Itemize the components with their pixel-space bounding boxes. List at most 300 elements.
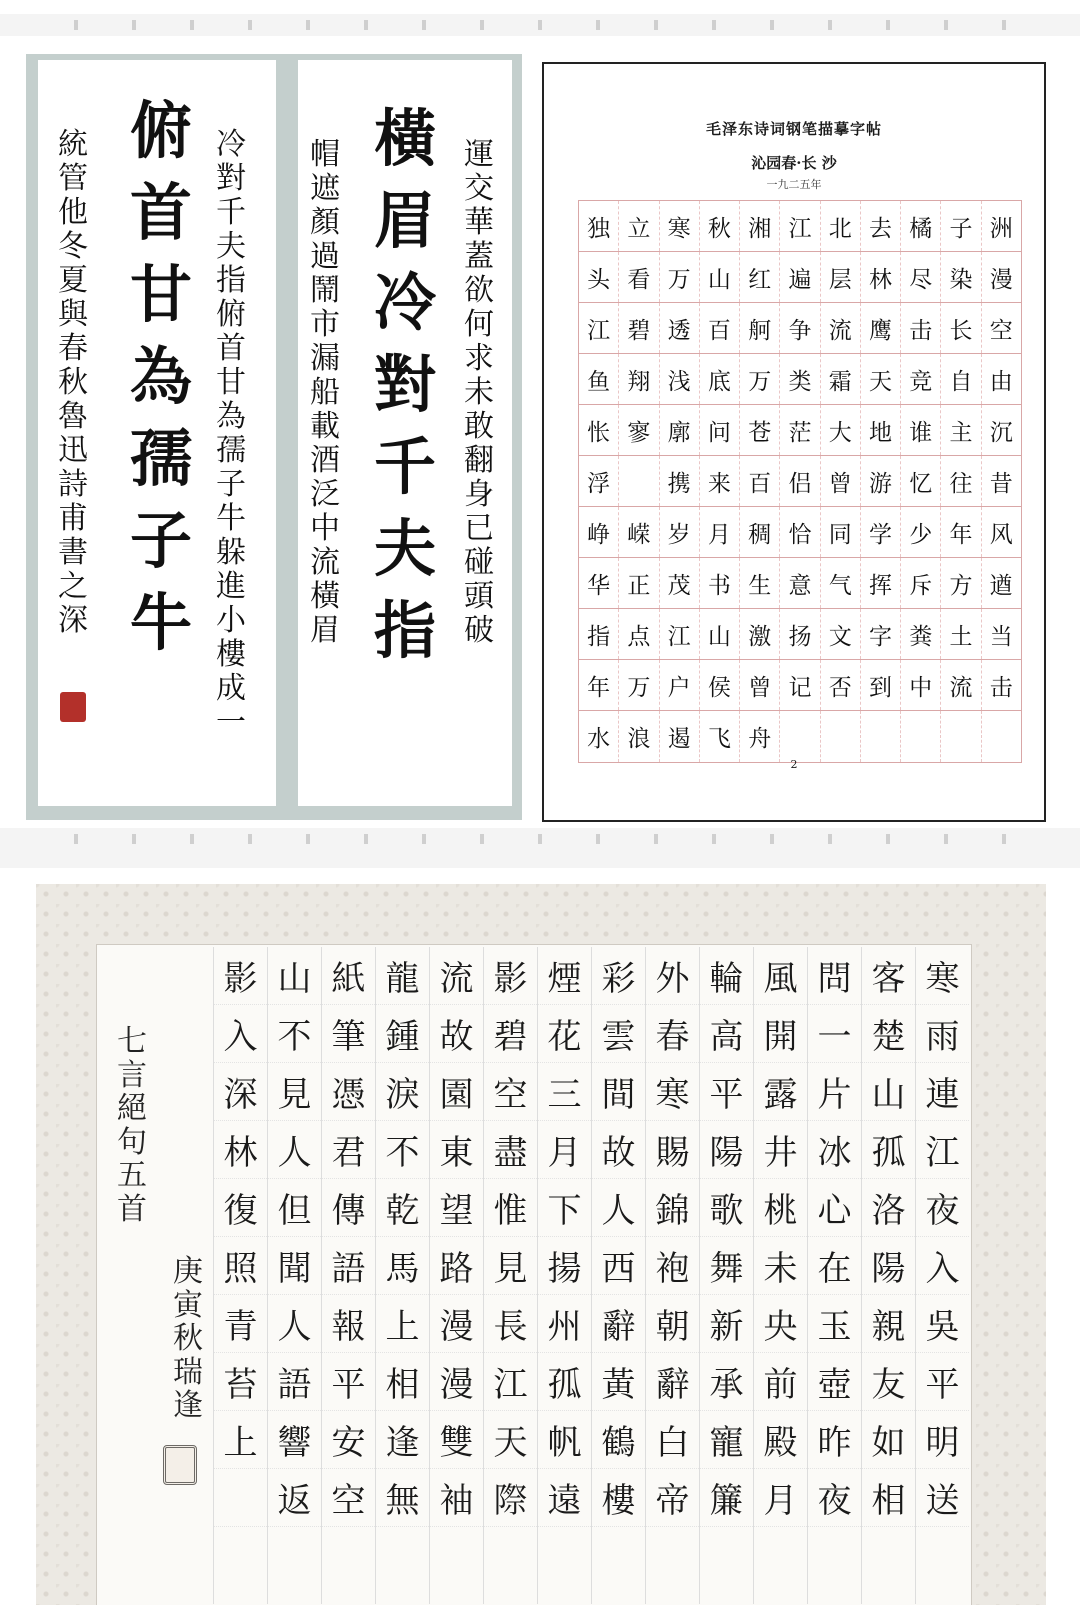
glyph: 夏 <box>58 263 88 298</box>
glyph: 指 <box>374 594 437 667</box>
separator-band-middle <box>0 828 1080 868</box>
copybook-cell: 浮 <box>579 456 619 506</box>
glyph: 帽 <box>310 137 340 172</box>
copybook-cell: 曾 <box>821 456 861 506</box>
glyph: 流 <box>310 545 340 580</box>
sheet-glyph: 見 <box>268 1063 321 1121</box>
copybook-cell: 来 <box>700 456 740 506</box>
band-tick <box>944 20 948 30</box>
sheet-glyph: 影 <box>484 947 537 1005</box>
band-tick <box>1002 834 1006 844</box>
sheet-glyph: 輪 <box>700 947 753 1005</box>
sheet-glyph: 際 <box>484 1469 537 1527</box>
glyph: 市 <box>310 307 340 342</box>
scroll-frame <box>26 54 522 820</box>
sheet-glyph: 舞 <box>700 1237 753 1295</box>
band-tick <box>886 20 890 30</box>
copybook-cell: 字 <box>861 609 901 659</box>
copybook-cell: 遍 <box>780 252 820 302</box>
sheet-glyph: 天 <box>484 1411 537 1469</box>
copybook-cell: 游 <box>861 456 901 506</box>
sheet-glyph: 平 <box>916 1353 969 1411</box>
sheet-glyph: 心 <box>808 1179 861 1237</box>
glyph: 顏 <box>310 205 340 240</box>
copybook-cell: 舸 <box>740 303 780 353</box>
glyph: 一 <box>216 705 246 740</box>
sheet-glyph: 井 <box>754 1121 807 1179</box>
glyph: 統 <box>58 127 88 162</box>
copybook-cell: 挥 <box>861 558 901 608</box>
sheet-glyph: 人 <box>268 1295 321 1353</box>
sheet-glyph: 夜 <box>916 1179 969 1237</box>
sheet-glyph: 深 <box>214 1063 267 1121</box>
copybook-cell: 漫 <box>989 266 1013 293</box>
glyph: 牛 <box>216 501 246 536</box>
glyph: 首 <box>130 176 193 249</box>
glyph: 魯 <box>58 399 88 434</box>
copybook-cell: 湘 <box>740 201 780 251</box>
copybook-cell: 中 <box>901 660 941 710</box>
glyph: 甘 <box>130 258 193 331</box>
sheet-glyph: 錦 <box>646 1179 699 1237</box>
sheet-glyph: 春 <box>646 1005 699 1063</box>
sheet-glyph: 彩 <box>592 947 645 1005</box>
sheet-glyph: 殿 <box>754 1411 807 1469</box>
glyph: 深 <box>58 603 88 638</box>
copybook-cell: 指 <box>579 609 619 659</box>
copybook-cell: 否 <box>821 660 861 710</box>
sheet-glyph: 故 <box>430 1005 483 1063</box>
band-tick <box>944 834 948 844</box>
sheet-glyph: 陽 <box>700 1121 753 1179</box>
sheet-glyph: 入 <box>916 1237 969 1295</box>
band-tick <box>422 834 426 844</box>
sheet-seal <box>163 1445 197 1485</box>
glyph: 中 <box>310 511 340 546</box>
sheet-glyph: 州 <box>538 1295 591 1353</box>
sheet-glyph: 寒 <box>646 1063 699 1121</box>
glyph: 首 <box>117 1191 147 1227</box>
glyph: 船 <box>310 375 340 410</box>
copybook-cell <box>780 711 820 762</box>
copybook-row <box>579 507 1021 558</box>
sheet-glyph: 夜 <box>808 1469 861 1527</box>
sheet-glyph: 青 <box>214 1295 267 1353</box>
sheet-glyph: 響 <box>268 1411 321 1469</box>
sheet-glyph: 開 <box>754 1005 807 1063</box>
sheet-glyph: 林 <box>214 1121 267 1179</box>
sheet-glyph: 傳 <box>322 1179 375 1237</box>
sheet-glyph: 空 <box>322 1469 375 1527</box>
copybook-cell: 万 <box>619 660 659 710</box>
sheet-glyph: 鶴 <box>592 1411 645 1469</box>
glyph: 詩 <box>58 467 88 502</box>
band-tick <box>248 834 252 844</box>
sheet-column <box>645 947 699 1604</box>
copybook-cell <box>982 711 1021 762</box>
sheet-glyph: 筆 <box>322 1005 375 1063</box>
sheet-glyph: 鍾 <box>376 1005 429 1063</box>
glyph: 躲 <box>216 535 246 570</box>
copybook-cell: 点 <box>619 609 659 659</box>
copybook-cell: 侣 <box>780 456 820 506</box>
scroll-left-main-text <box>130 94 193 674</box>
sheet-glyph: 玉 <box>808 1295 861 1353</box>
sheet-glyph: 親 <box>862 1295 915 1353</box>
copybook-cell: 文 <box>821 609 861 659</box>
glyph: 漏 <box>310 341 340 376</box>
copybook-cell: 记 <box>780 660 820 710</box>
poem-title: 沁园春·长 沙 <box>751 154 837 172</box>
band-tick <box>712 20 716 30</box>
glyph: 碰 <box>464 545 494 580</box>
copybook-cell <box>861 711 901 762</box>
band-tick <box>74 834 78 844</box>
copybook-cell <box>619 456 659 506</box>
glyph: 樓 <box>216 637 246 672</box>
sheet-glyph: 但 <box>268 1179 321 1237</box>
glyph: 庚 <box>173 1254 203 1289</box>
copybook-cell: 到 <box>861 660 901 710</box>
copybook-cell: 万 <box>660 252 700 302</box>
sheet-glyph: 問 <box>808 947 861 1005</box>
copybook-cell <box>941 711 981 762</box>
band-tick <box>132 20 136 30</box>
copybook-cell: 茫 <box>780 405 820 455</box>
sheet-glyph: 辭 <box>646 1353 699 1411</box>
sheet-glyph: 路 <box>430 1237 483 1295</box>
glyph: 為 <box>216 399 246 434</box>
copybook-cell: 书 <box>700 558 740 608</box>
sheet-glyph: 花 <box>538 1005 591 1063</box>
sheet-glyph: 寵 <box>700 1411 753 1469</box>
sheet-glyph: 賜 <box>646 1121 699 1179</box>
sheet-glyph: 樓 <box>592 1469 645 1527</box>
separator-band-top <box>0 14 1080 36</box>
band-tick <box>770 834 774 844</box>
copybook-cell: 流 <box>821 303 861 353</box>
glyph: 對 <box>216 161 246 196</box>
copybook-cell: 去 <box>861 201 901 251</box>
copybook-cell: 类 <box>780 354 820 404</box>
copybook-cell: 流 <box>941 660 981 710</box>
copybook-cell: 同 <box>821 507 861 557</box>
sheet-column <box>699 947 753 1604</box>
copybook-cell: 染 <box>941 252 981 302</box>
copybook-row <box>579 456 1021 507</box>
sheet-glyph: 辭 <box>592 1295 645 1353</box>
glyph: 七 <box>117 1024 147 1059</box>
copybook-grid <box>578 200 1022 763</box>
copybook-row <box>579 609 1021 660</box>
copybook-cell: 年 <box>579 660 619 710</box>
glyph: 秋 <box>173 1321 203 1357</box>
sheet-glyph: 江 <box>484 1353 537 1411</box>
copybook-cell: 江 <box>780 201 820 251</box>
glyph: 運 <box>464 137 494 172</box>
copybook-cell: 岁 <box>660 507 700 557</box>
copybook-cell: 遏 <box>660 711 700 762</box>
copybook-row <box>579 201 1021 252</box>
copybook-cell: 看 <box>619 252 659 302</box>
sheet-glyph: 寒 <box>916 947 969 1005</box>
glyph: 首 <box>216 331 246 366</box>
glyph: 俯 <box>216 297 246 332</box>
glyph: 何 <box>464 307 494 342</box>
copybook-cell: 大 <box>821 405 861 455</box>
copybook-cell: 百 <box>700 303 740 353</box>
sheet-glyph: 相 <box>862 1469 915 1527</box>
copybook-cell: 尽 <box>901 252 941 302</box>
sheet-glyph: 人 <box>592 1179 645 1237</box>
sheet-glyph: 未 <box>754 1237 807 1295</box>
copybook-cell: 争 <box>780 303 820 353</box>
copybook-row <box>579 303 1021 354</box>
sheet-glyph: 山 <box>268 947 321 1005</box>
copybook-cell: 遒 <box>989 572 1013 599</box>
sheet-column <box>753 947 807 1604</box>
band-tick <box>74 20 78 30</box>
sheet-glyph: 平 <box>322 1353 375 1411</box>
band-tick <box>654 834 658 844</box>
copybook-cell: 昔 <box>989 470 1013 497</box>
band-tick <box>190 20 194 30</box>
scroll-right-verse-a <box>464 137 494 650</box>
band-tick <box>712 834 716 844</box>
sheet-column <box>537 947 591 1604</box>
copybook-cell: 浅 <box>660 354 700 404</box>
glyph: 敢 <box>464 409 494 444</box>
sheet-glyph: 客 <box>862 947 915 1005</box>
sheet-glyph: 間 <box>592 1063 645 1121</box>
glyph: 過 <box>310 239 340 274</box>
copybook-cell: 月 <box>700 507 740 557</box>
sheet-glyph: 相 <box>376 1353 429 1411</box>
glyph: 破 <box>464 613 494 648</box>
sheet-glyph: 惟 <box>484 1179 537 1237</box>
glyph: 眉 <box>374 184 437 257</box>
copybook-cell: 粪 <box>901 609 941 659</box>
sheet-glyph: 白 <box>646 1411 699 1469</box>
copybook-cell: 击 <box>901 303 941 353</box>
band-tick <box>422 20 426 30</box>
copybook-cell: 百 <box>740 456 780 506</box>
glyph: 交 <box>464 171 494 206</box>
glyph: 甘 <box>216 365 246 400</box>
copybook-cell: 问 <box>700 405 740 455</box>
scroll-left-verse <box>216 127 246 742</box>
glyph: 夫 <box>374 512 437 585</box>
glyph: 夫 <box>216 229 246 264</box>
copybook-cell: 侯 <box>700 660 740 710</box>
scroll-right-main-text <box>374 102 437 682</box>
sheet-glyph: 聞 <box>268 1237 321 1295</box>
copybook-cell: 谁 <box>901 405 941 455</box>
copybook-cell: 当 <box>989 623 1013 650</box>
copybook-row <box>579 660 1021 711</box>
band-tick <box>306 834 310 844</box>
band-tick <box>596 20 600 30</box>
sheet-glyph: 乾 <box>376 1179 429 1237</box>
copybook-cell: 正 <box>619 558 659 608</box>
sheet-glyph: 返 <box>268 1469 321 1527</box>
copybook-cell: 独 <box>579 201 619 251</box>
glyph: 對 <box>374 348 437 421</box>
copybook-cell: 林 <box>861 252 901 302</box>
glyph: 蓋 <box>464 239 494 274</box>
sheet-glyph: 陽 <box>862 1237 915 1295</box>
glyph: 進 <box>216 569 246 604</box>
copybook-cell: 由 <box>989 368 1013 395</box>
copybook-cell: 地 <box>861 405 901 455</box>
sheet-glyph: 不 <box>268 1005 321 1063</box>
copybook-cell: 嵘 <box>619 507 659 557</box>
glyph: 牛 <box>130 586 193 659</box>
band-tick <box>886 834 890 844</box>
poem-date: 一九二五年 <box>766 178 822 191</box>
copybook-cell: 层 <box>821 252 861 302</box>
sheet-column <box>267 947 321 1604</box>
sheet-glyph: 憑 <box>322 1063 375 1121</box>
sheet-column <box>807 947 861 1604</box>
glyph: 翻 <box>464 443 494 478</box>
copybook-cell: 水 <box>579 711 619 762</box>
sheet-glyph: 孤 <box>538 1353 591 1411</box>
sheet-glyph: 帝 <box>646 1469 699 1527</box>
copybook-cell: 主 <box>941 405 981 455</box>
band-tick <box>1002 20 1006 30</box>
copybook-cell: 击 <box>989 674 1013 701</box>
copybook-cell: 峥 <box>579 507 619 557</box>
sheet-glyph: 吳 <box>916 1295 969 1353</box>
sheet-glyph: 雨 <box>916 1005 969 1063</box>
copybook-header: 毛泽东诗词钢笔描摹字帖 <box>705 120 882 138</box>
sheet-glyph: 遠 <box>538 1469 591 1527</box>
copybook-cell: 扬 <box>780 609 820 659</box>
sheet-glyph: 江 <box>916 1121 969 1179</box>
copybook-cell: 橘 <box>901 201 941 251</box>
copybook-cell: 携 <box>660 456 700 506</box>
copybook-cell: 飞 <box>700 711 740 762</box>
sheet-glyph: 山 <box>862 1063 915 1121</box>
glyph: 絕 <box>117 1091 147 1127</box>
copybook-cell: 头 <box>579 252 619 302</box>
sheet-glyph: 楚 <box>862 1005 915 1063</box>
sheet-glyph: 無 <box>376 1469 429 1527</box>
copybook-cell: 怅 <box>579 405 619 455</box>
copybook-cell: 学 <box>861 507 901 557</box>
glyph: 成 <box>216 671 246 706</box>
sheet-glyph: 東 <box>430 1121 483 1179</box>
copybook-cell: 舟 <box>740 711 780 762</box>
glyph: 身 <box>464 477 494 512</box>
page-number: 2 <box>790 758 798 771</box>
copybook-cell: 寥 <box>619 405 659 455</box>
copybook-cell: 稠 <box>740 507 780 557</box>
sheet-glyph: 西 <box>592 1237 645 1295</box>
scroll-left-panel <box>38 60 276 806</box>
glyph: 之 <box>58 569 88 604</box>
sheet-column <box>213 947 267 1604</box>
band-tick <box>538 20 542 30</box>
sheet-glyph: 龍 <box>376 947 429 1005</box>
glyph: 載 <box>310 409 340 444</box>
sheet-glyph: 平 <box>700 1063 753 1121</box>
sheet-glyph: 送 <box>916 1469 969 1527</box>
scroll-right-verse-b <box>310 137 340 650</box>
copybook-cell: 茂 <box>660 558 700 608</box>
sheet-glyph: 雙 <box>430 1411 483 1469</box>
sheet-glyph: 報 <box>322 1295 375 1353</box>
sheet-column <box>861 947 915 1604</box>
copybook-cell: 透 <box>660 303 700 353</box>
sheet-glyph: 上 <box>214 1411 267 1469</box>
glyph: 秋 <box>58 365 88 400</box>
glyph: 他 <box>58 195 88 230</box>
sheet-glyph: 孤 <box>862 1121 915 1179</box>
scroll-seal <box>60 692 86 722</box>
glyph: 橫 <box>374 102 437 175</box>
sheet-glyph: 外 <box>646 947 699 1005</box>
inscription-signature <box>173 1255 203 1423</box>
copybook-cell: 曾 <box>740 660 780 710</box>
sheet-glyph: 在 <box>808 1237 861 1295</box>
sheet-glyph: 連 <box>916 1063 969 1121</box>
sheet-glyph: 馬 <box>376 1237 429 1295</box>
copybook-cell: 立 <box>619 201 659 251</box>
copybook-cell <box>901 711 941 762</box>
sheet-column <box>591 947 645 1604</box>
glyph: 冷 <box>374 266 437 339</box>
sheet-glyph: 一 <box>808 1005 861 1063</box>
copybook-cell: 少 <box>901 507 941 557</box>
glyph: 鬧 <box>310 273 340 308</box>
glyph: 句 <box>117 1124 147 1160</box>
glyph: 求 <box>464 341 494 376</box>
sheet-glyph: 前 <box>754 1353 807 1411</box>
copybook-cell: 碧 <box>619 303 659 353</box>
glyph: 寅 <box>173 1287 203 1323</box>
copybook-cell: 往 <box>941 456 981 506</box>
copybook-cell: 华 <box>579 558 619 608</box>
sheet-glyph: 語 <box>268 1353 321 1411</box>
copybook-cell: 底 <box>700 354 740 404</box>
copybook-cell: 鹰 <box>861 303 901 353</box>
band-tick <box>828 834 832 844</box>
copybook-cell: 土 <box>941 609 981 659</box>
copybook-cell: 风 <box>989 521 1013 548</box>
sheet-glyph: 冰 <box>808 1121 861 1179</box>
sheet-glyph: 人 <box>268 1121 321 1179</box>
sheet-glyph: 高 <box>700 1005 753 1063</box>
copybook-cell: 红 <box>740 252 780 302</box>
band-tick <box>248 20 252 30</box>
band-tick <box>480 834 484 844</box>
sheet-glyph: 盡 <box>484 1121 537 1179</box>
glyph: 酒 <box>310 443 340 478</box>
copybook-cell: 恰 <box>780 507 820 557</box>
sheet-glyph: 簾 <box>700 1469 753 1527</box>
sheet-column <box>915 947 969 1604</box>
band-tick <box>190 834 194 844</box>
glyph: 泛 <box>310 477 340 512</box>
sheet-glyph: 露 <box>754 1063 807 1121</box>
band-tick <box>364 834 368 844</box>
copybook-page <box>542 62 1046 822</box>
copybook-cell: 竞 <box>901 354 941 404</box>
copybook-cell: 廓 <box>660 405 700 455</box>
copybook-cell: 意 <box>780 558 820 608</box>
